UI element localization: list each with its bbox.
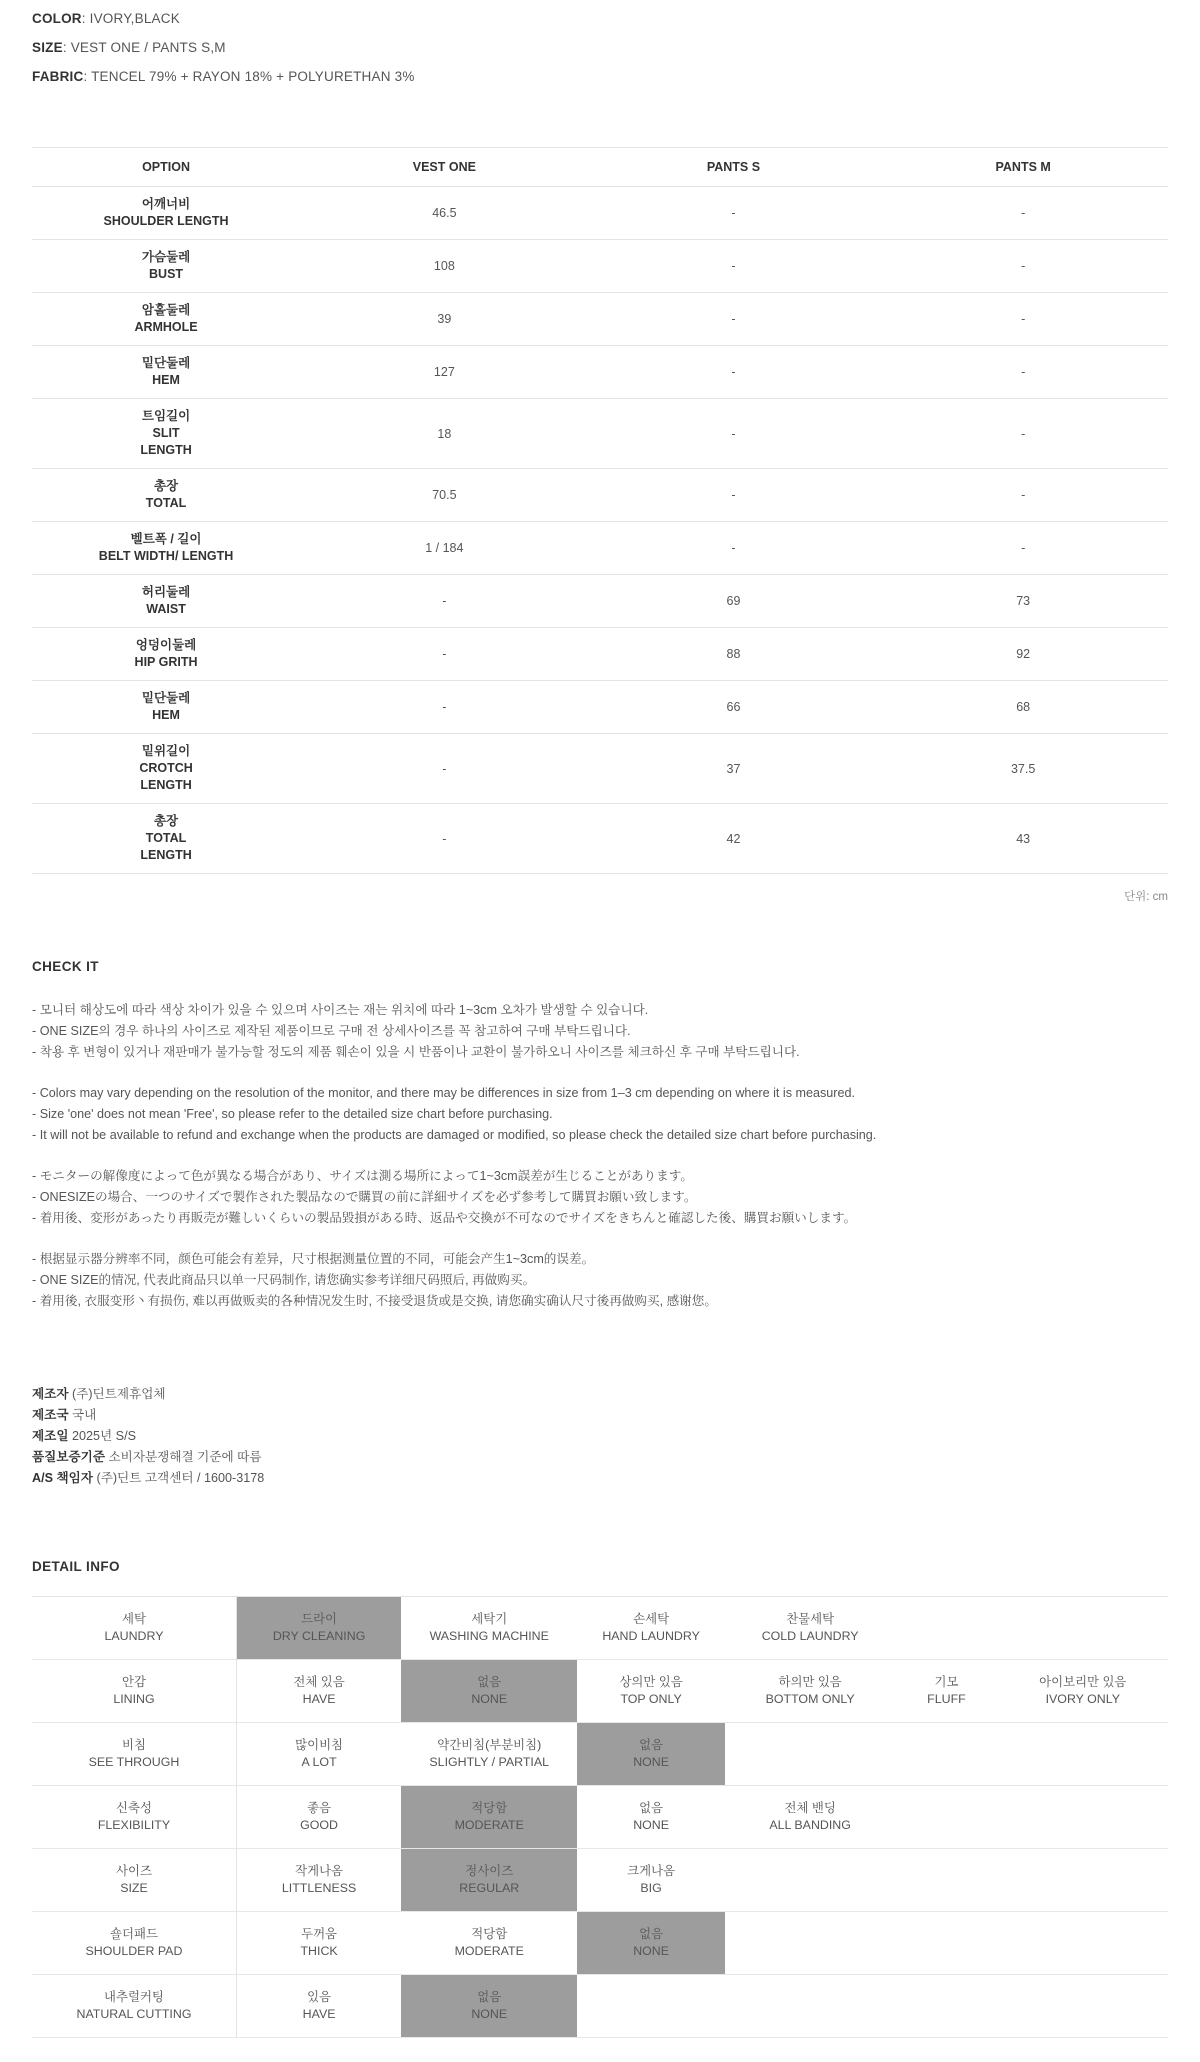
detail-option-ko: 많이비침 [295,1738,344,1752]
measure-value: - [300,804,589,874]
detail-row-label-ko: 안감 [122,1675,146,1689]
detail-info-section [32,1559,1168,2038]
measure-value: 1 / 184 [300,522,589,575]
detail-option-en: MODERATE [454,1944,524,1958]
note-line: - It will not be available to refund and exchange when the products are damaged or modified, so please check the detailed size chart before purchasing. [32,1128,877,1142]
detail-option-en: SLIGHTLY / PARTIAL [429,1755,550,1769]
detail-option-en: THICK [300,1944,338,1958]
detail-option-cell[interactable] [401,1597,577,1660]
detail-empty-cell [895,1723,997,1786]
detail-option-ko: 크게나옴 [627,1864,676,1878]
detail-option-en: MODERATE [454,1818,524,1832]
detail-option-en: HAVE [302,1692,336,1706]
measure-label-ko: 밑위길이 [141,744,191,758]
measure-value: 70.5 [300,469,589,522]
detail-option-ko: 드라이 [301,1612,338,1626]
measure-value: 92 [878,628,1168,681]
table-row [32,293,1168,346]
measure-value: 18 [300,399,589,469]
measure-value: - [878,293,1168,346]
manufacturer-line [32,1468,1168,1489]
check-it-notes [32,1000,1168,1312]
measure-label-en: LENGTH [140,778,192,792]
detail-row-label-ko: 신축성 [116,1801,152,1815]
detail-empty-cell [998,1912,1168,1975]
measure-label-en: HEM [152,708,180,722]
detail-info-row-label [32,1849,236,1912]
measure-label-en: CROTCH [139,761,193,775]
detail-info-row-label [32,1723,236,1786]
measure-label-en: TOTAL [145,496,187,510]
measure-label-en: HIP GRITH [134,655,198,669]
detail-option-cell[interactable] [236,1723,401,1786]
measure-value: 39 [300,293,589,346]
detail-info-row [32,1975,1168,2038]
detail-option-ko: 하의만 있음 [778,1675,842,1689]
detail-empty-cell [998,1786,1168,1849]
detail-option-cell-selected[interactable] [577,1912,725,1975]
detail-option-ko: 없음 [639,1801,664,1815]
detail-option-en: NONE [633,1818,669,1832]
detail-row-label-en: LAUNDRY [104,1629,164,1643]
detail-option-cell[interactable] [725,1786,895,1849]
measure-label-en: TOTAL [145,831,187,845]
detail-option-en: BOTTOM ONLY [765,1692,855,1706]
detail-info-body [32,1597,1168,2038]
detail-option-ko: 전체 밴딩 [784,1801,836,1815]
detail-empty-cell [895,1912,997,1975]
detail-empty-cell [895,1597,997,1660]
size-chart-table [32,147,1168,874]
detail-empty-cell [998,1975,1168,2038]
measure-label [32,628,300,681]
spec-line-color [32,4,1168,33]
size-chart-section [32,147,1168,904]
measure-value: - [589,522,879,575]
detail-option-ko: 전체 있음 [293,1675,345,1689]
detail-option-ko: 적당함 [471,1927,508,1941]
note-group [32,1166,1168,1229]
measure-value: - [589,346,879,399]
spec-line-size [32,33,1168,62]
measure-value: - [878,346,1168,399]
detail-info-row [32,1786,1168,1849]
detail-empty-cell [895,1975,997,2038]
detail-option-cell[interactable] [401,1723,577,1786]
column-header-pants-s: PANTS S [589,148,879,187]
spec-label-size: SIZE [32,40,63,55]
detail-option-en: REGULAR [459,1881,520,1895]
measure-value: 108 [300,240,589,293]
measure-label [32,804,300,874]
measure-value: - [878,522,1168,575]
measure-label [32,734,300,804]
detail-option-en: NONE [471,1692,508,1706]
spec-value-size: : VEST ONE / PANTS S,M [62,40,226,55]
detail-option-ko: 적당함 [471,1801,508,1815]
table-row [32,187,1168,240]
note-line: - ONESIZEの場合、一つのサイズで製作された製品なので購買の前に詳細サイズを必ず参考して購買お願い致します。 [32,1190,697,1204]
detail-option-cell[interactable] [725,1597,895,1660]
detail-empty-cell [725,1849,895,1912]
detail-empty-cell [725,1723,895,1786]
measure-label-en: BUST [149,267,184,281]
measure-label-en: LENGTH [140,848,192,862]
measure-value: 127 [300,346,589,399]
detail-empty-cell [577,1975,725,2038]
unit-note: 단위: cm [1124,891,1168,903]
detail-option-cell-selected[interactable] [401,1660,577,1723]
detail-row-label-en: SEE THROUGH [88,1755,180,1769]
measure-label [32,681,300,734]
detail-option-cell[interactable] [998,1660,1168,1723]
detail-empty-cell [998,1597,1168,1660]
detail-info-row-label [32,1975,236,2038]
detail-row-label-ko: 세탁 [122,1612,146,1626]
note-line: - ONE SIZE的情况, 代表此商品只以单一尺码制作, 请您确实参考详细尺码照后, 再做购买。 [32,1273,536,1287]
manufacturer-line [32,1405,1168,1426]
note-line: - Colors may vary depending on the resolution of the monitor, and there may be differences in size from 1–3 cm depending on where it is measured. [32,1086,856,1100]
size-chart-body [32,187,1168,874]
detail-info-row [32,1597,1168,1660]
manufacturer-value: 국내 [68,1408,97,1422]
detail-option-en: ALL BANDING [769,1818,851,1832]
spec-label-color: COLOR [32,11,82,26]
measure-value: 69 [589,575,879,628]
detail-info-row [32,1849,1168,1912]
detail-option-cell[interactable] [236,1975,401,2038]
detail-option-ko: 없음 [477,1675,502,1689]
detail-info-row-label [32,1660,236,1723]
detail-option-en: NONE [633,1944,669,1958]
detail-info-row [32,1660,1168,1723]
measure-value: - [589,240,879,293]
detail-empty-cell [725,1975,895,2038]
measure-label-en: WAIST [146,602,186,616]
measure-label-en: HEM [152,373,180,387]
column-header-vest-one: VEST ONE [300,148,589,187]
measure-label [32,293,300,346]
manufacturer-line [32,1384,1168,1405]
detail-info-row-label [32,1597,236,1660]
detail-option-ko: 작게나옴 [295,1864,344,1878]
detail-option-cell[interactable] [401,1912,577,1975]
measure-label-ko: 암홀둘레 [141,303,191,317]
measure-value: - [878,469,1168,522]
measure-value: - [300,575,589,628]
table-row [32,681,1168,734]
measure-label [32,469,300,522]
column-header-option: OPTION [32,148,300,187]
manufacturer-line [32,1447,1168,1468]
note-group [32,1000,1168,1063]
detail-option-cell[interactable] [236,1912,401,1975]
detail-option-ko: 찬물세탁 [786,1612,835,1626]
measure-label-ko: 허리둘레 [141,585,191,599]
measure-value: - [589,187,879,240]
measure-label [32,346,300,399]
measure-value: 37.5 [878,734,1168,804]
measure-value: - [878,187,1168,240]
note-line: - モニターの解像度によって色が異なる場合があり、サイズは測る場所によって1~3cm誤差が生じることがあります。 [32,1169,693,1183]
measure-label-en: LENGTH [140,443,192,457]
detail-empty-cell [895,1786,997,1849]
measure-value: 73 [878,575,1168,628]
measure-label-ko: 엉덩이둘레 [135,638,197,652]
detail-option-ko: 정사이즈 [465,1864,514,1878]
measure-label-en: SLIT [152,426,180,440]
product-spec-block [32,0,1168,91]
measure-label [32,399,300,469]
detail-option-cell[interactable] [577,1660,725,1723]
detail-row-label-en: NATURAL CUTTING [76,2007,192,2021]
measure-value: 42 [589,804,879,874]
detail-option-en: HAND LAUNDRY [602,1629,700,1643]
measure-value: 46.5 [300,187,589,240]
note-line: - ONE SIZE의 경우 하나의 사이즈로 제작된 제품이므로 구매 전 상세사이즈를 꼭 참고하여 구매 부탁드립니다. [32,1024,631,1038]
measure-label-ko: 어깨너비 [141,197,191,211]
note-group [32,1249,1168,1312]
measure-label [32,240,300,293]
manufacturer-value: 소비자분쟁해결 기준에 따름 [105,1450,262,1464]
detail-option-ko: 없음 [477,1990,502,2004]
spec-label-fabric: FABRIC [32,69,84,84]
measure-label-ko: 밑단둘레 [141,691,191,705]
detail-option-en: NONE [471,2007,508,2021]
measure-value: - [878,240,1168,293]
measure-value: 37 [589,734,879,804]
manufacturer-label: 제조자 [32,1387,69,1401]
manufacturer-label: A/S 책임자 [32,1471,93,1485]
detail-option-en: GOOD [300,1818,339,1832]
note-line: - 착용 후 변형이 있거나 재판매가 불가능할 정도의 제품 훼손이 있을 시 반품이나 교환이 불가하오니 사이즈를 체크하신 후 구매 부탁드립니다. [32,1045,800,1059]
detail-option-ko: 기모 [934,1675,959,1689]
manufacturer-label: 제조일 [32,1429,69,1443]
table-row [32,469,1168,522]
detail-option-en: BIG [640,1881,662,1895]
table-header-row [32,148,1168,187]
table-row [32,399,1168,469]
detail-option-cell[interactable] [725,1660,895,1723]
manufacturer-label: 품질보증기준 [32,1450,105,1464]
measure-value: - [589,293,879,346]
measure-label-ko: 총장 [153,479,179,493]
measure-label-en: ARMHOLE [134,320,198,334]
note-line: - 着用後, 衣服变形丶有损伤, 难以再做贩卖的各种情况发生时, 不接受退货或是交换, 请您确实确认尺寸後再做购买, 感谢您。 [32,1294,717,1308]
detail-option-ko: 손세탁 [633,1612,670,1626]
note-group [32,1083,1168,1146]
manufacturer-label: 제조국 [32,1408,69,1422]
detail-option-ko: 세탁기 [471,1612,508,1626]
measure-label-ko: 총장 [153,814,179,828]
detail-option-ko: 좋음 [307,1801,332,1815]
detail-info-row-label [32,1912,236,1975]
measure-label-ko: 벨트폭 / 길이 [130,532,202,546]
measure-value: 66 [589,681,879,734]
detail-info-table-wrap [32,1596,1168,2038]
table-row [32,346,1168,399]
measure-label-en: BELT WIDTH/ LENGTH [98,549,234,563]
measure-label-en: SHOULDER LENGTH [103,214,229,228]
note-line: - 모니터 해상도에 따라 색상 차이가 있을 수 있으며 사이즈는 재는 위치에 따라 1~3cm 오차가 발생할 수 있습니다. [32,1003,649,1017]
detail-info-table [32,1596,1168,2038]
measure-value: - [300,628,589,681]
check-it-section [32,959,1168,1312]
table-row [32,734,1168,804]
detail-option-ko: 없음 [639,1738,664,1752]
detail-option-ko: 아이보리만 있음 [1039,1675,1127,1689]
detail-option-ko: 상의만 있음 [619,1675,683,1689]
detail-option-en: DRY CLEANING [272,1629,366,1643]
detail-option-cell[interactable] [577,1786,725,1849]
detail-info-row [32,1912,1168,1975]
detail-row-label-en: SHOULDER PAD [85,1944,183,1958]
measure-value: 43 [878,804,1168,874]
detail-option-cell[interactable] [236,1786,401,1849]
detail-option-en: A LOT [301,1755,337,1769]
table-row [32,575,1168,628]
spec-value-fabric: : TENCEL 79% + RAYON 18% + POLYURETHAN 3% [83,69,415,84]
detail-empty-cell [998,1849,1168,1912]
measure-value: 68 [878,681,1168,734]
detail-option-cell-selected[interactable] [401,1849,577,1912]
detail-empty-cell [895,1849,997,1912]
measure-value: - [300,734,589,804]
detail-option-ko: 약간비침(부분비침) [437,1738,542,1752]
measure-value: - [300,681,589,734]
measure-value: - [878,399,1168,469]
detail-option-cell[interactable] [577,1849,725,1912]
manufacturer-value: (주)딘트 고객센터 / 1600-3178 [93,1471,265,1485]
detail-info-row [32,1723,1168,1786]
note-line: - 着用後、変形があったり再販売が難しいくらいの製品毀損がある時、返品や交換が不可なのでサイズをきちんと確認した後、購買お願いします。 [32,1211,857,1225]
detail-row-label-en: FLEXIBILITY [97,1818,171,1832]
measure-value: - [589,399,879,469]
detail-info-title: DETAIL INFO [32,1559,120,1574]
detail-row-label-ko: 사이즈 [116,1864,152,1878]
measure-label [32,575,300,628]
manufacturer-info [32,1384,1168,1489]
detail-option-en: WASHING MACHINE [429,1629,549,1643]
measure-value: 88 [589,628,879,681]
detail-option-en: LITTLENESS [281,1881,357,1895]
measure-label [32,522,300,575]
detail-option-cell-selected[interactable] [401,1975,577,2038]
detail-option-en: NONE [633,1755,669,1769]
detail-option-cell[interactable] [236,1849,401,1912]
spec-line-fabric [32,62,1168,91]
manufacturer-line [32,1426,1168,1447]
detail-row-label-en: LINING [113,1692,155,1706]
measure-value: - [589,469,879,522]
detail-row-label-en: SIZE [120,1881,148,1895]
detail-option-cell[interactable] [577,1597,725,1660]
spec-value-color: : IVORY,BLACK [81,11,180,26]
detail-option-cell[interactable] [236,1660,401,1723]
detail-option-cell[interactable] [895,1660,997,1723]
manufacturer-value: 2025년 S/S [68,1429,136,1443]
column-header-pants-m: PANTS M [878,148,1168,187]
note-line: - Size 'one' does not mean 'Free', so please refer to the detailed size chart before purchasing. [32,1107,553,1121]
measure-label-ko: 트임길이 [141,409,191,423]
detail-empty-cell [725,1912,895,1975]
detail-option-cell-selected[interactable] [401,1786,577,1849]
table-row [32,628,1168,681]
detail-option-en: FLUFF [927,1692,966,1706]
detail-row-label-ko: 숄더패드 [110,1927,158,1941]
measure-label-ko: 가슴둘레 [141,250,191,264]
size-chart-head [32,148,1168,187]
detail-option-ko: 없음 [639,1927,664,1941]
detail-option-en: HAVE [302,2007,336,2021]
detail-option-en: TOP ONLY [620,1692,682,1706]
check-it-title: CHECK IT [32,959,99,974]
detail-row-label-ko: 내추럴커팅 [104,1990,164,2004]
measure-label-ko: 밑단둘레 [141,356,191,370]
detail-empty-cell [998,1723,1168,1786]
detail-row-label-ko: 비침 [122,1738,146,1752]
detail-option-ko: 두꺼움 [301,1927,338,1941]
table-row [32,522,1168,575]
detail-option-ko: 있음 [307,1990,332,2004]
bottom-spacer [32,2038,1168,2062]
detail-option-en: IVORY ONLY [1045,1692,1120,1706]
table-row [32,804,1168,874]
detail-option-en: COLD LAUNDRY [761,1629,859,1643]
measure-label [32,187,300,240]
table-row [32,240,1168,293]
manufacturer-value: (주)딘트제휴업체 [68,1387,166,1401]
detail-info-row-label [32,1786,236,1849]
detail-option-cell-selected[interactable] [236,1597,401,1660]
note-line: - 根据显示器分辨率不同，颜色可能会有差异，尺寸根据测量位置的不同，可能会产生1~3cm的误差。 [32,1252,595,1266]
detail-option-cell-selected[interactable] [577,1723,725,1786]
